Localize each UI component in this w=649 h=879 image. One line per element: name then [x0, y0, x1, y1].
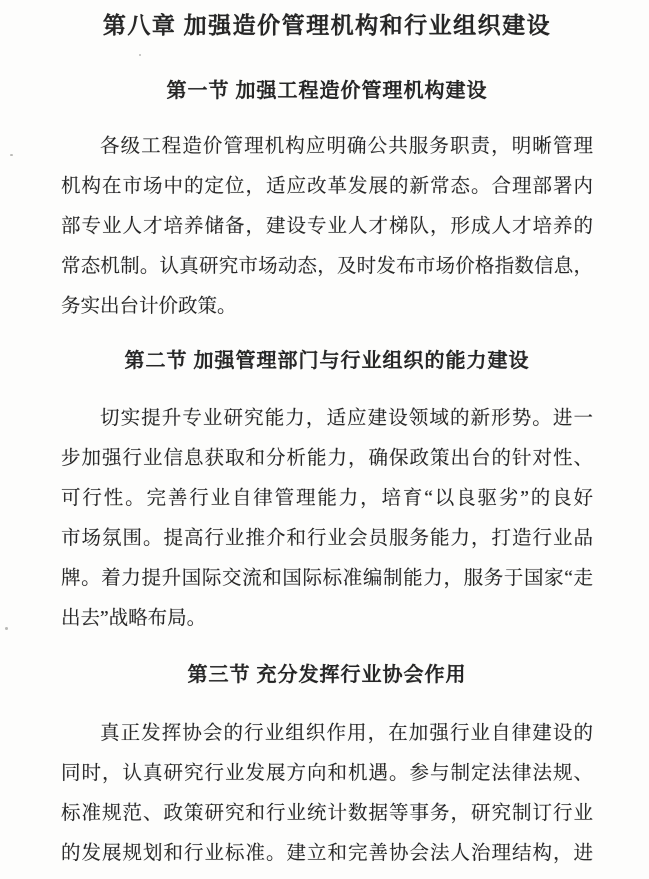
text-line: 同时，认真研究行业发展方向和机遇。参与制定法律法规、 — [61, 763, 593, 784]
text-line: 机构在市场中的定位，适应改革发展的新常态。合理部署内 — [61, 176, 593, 197]
text-line: 切实提升专业研究能力，适应建设领域的新形势。进一 — [100, 408, 593, 429]
text-line: 的发展规划和行业标准。建立和完善协会法人治理结构，进 — [61, 843, 593, 864]
section-1-paragraph — [61, 127, 593, 327]
text-line: 牌。着力提升国际交流和国际标准编制能力，服务于国家“走 — [61, 568, 593, 589]
text-line: 步加强行业信息获取和分析能力，确保政策出台的针对性、 — [61, 448, 593, 469]
section-2-heading: 第二节 加强管理部门与行业组织的能力建设 — [124, 350, 530, 372]
scan-speck — [139, 54, 141, 56]
text-line: 部专业人才培养储备，建设专业人才梯队，形成人才培养的 — [61, 216, 593, 237]
text-line: 出去”战略布局。 — [61, 608, 207, 629]
section-3-heading: 第三节 充分发挥行业协会作用 — [187, 664, 467, 686]
section-2-paragraph — [61, 399, 593, 639]
scan-speck — [5, 627, 8, 630]
text-line: 市场氛围。提高行业推介和行业会员服务能力，打造行业品 — [61, 528, 593, 549]
text-line: 务实出台计价政策。 — [61, 296, 237, 317]
scan-speck — [10, 154, 13, 156]
chapter-title: 第八章 加强造价管理机构和行业组织建设 — [102, 13, 552, 38]
section-1-heading: 第一节 加强工程造价管理机构建设 — [166, 80, 488, 102]
text-line: 可行性。完善行业自律管理能力，培育“以良驱劣”的良好 — [61, 488, 593, 509]
text-line: 各级工程造价管理机构应明确公共服务职责，明晰管理 — [100, 136, 593, 157]
text-line: 标准规范、政策研究和行业统计数据等事务，研究制订行业 — [61, 803, 593, 824]
text-line: 真正发挥协会的行业组织作用，在加强行业自律建设的 — [100, 723, 593, 744]
section-3-paragraph — [61, 714, 593, 874]
text-line: 常态机制。认真研究市场动态，及时发布市场价格指数信息， — [61, 256, 593, 277]
